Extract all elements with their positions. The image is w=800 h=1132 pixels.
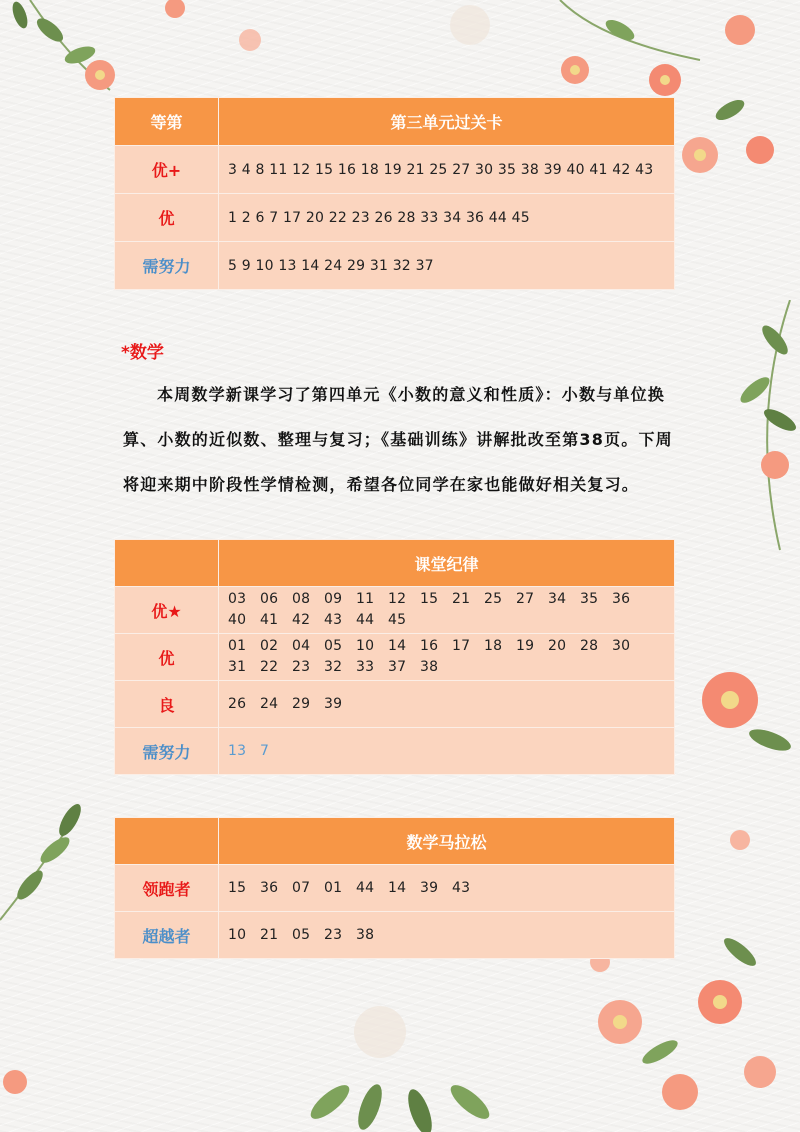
row-values xyxy=(219,587,675,634)
number-item: 16 xyxy=(420,638,439,654)
math-paragraph: 本周数学新课学习了第四单元《小数的意义和性质》：小数与单位换算、小数的近似数、整理与复习；《基础训练》讲解批改至第38页。下周将迎来期中阶段性学情检测，希望各位同学在家也能做好相关复习。 xyxy=(123,385,673,494)
number-item: 33 xyxy=(356,659,375,675)
number-item: 29 xyxy=(292,695,311,712)
number-item: 01 xyxy=(324,879,343,896)
row-values xyxy=(219,681,675,728)
table-header-row xyxy=(115,98,675,146)
row-values: 1 2 6 7 17 20 22 23 26 28 33 34 36 44 45 xyxy=(219,194,675,242)
number-item: 39 xyxy=(420,879,439,896)
number-item: 21 xyxy=(260,926,279,943)
row-label: 需努力 xyxy=(115,242,219,290)
discipline-header: 课堂纪律 xyxy=(219,540,675,587)
number-item: 13 xyxy=(228,742,247,759)
table-row xyxy=(115,681,675,728)
number-item: 38 xyxy=(420,659,439,675)
checkpoint-header: 第三单元过关卡 xyxy=(219,98,675,146)
number-item: 36 xyxy=(260,879,279,896)
number-item: 7 xyxy=(260,742,270,759)
number-item: 38 xyxy=(356,926,375,943)
number-item: 05 xyxy=(324,638,343,654)
number-item: 21 xyxy=(452,591,471,607)
number-item: 18 xyxy=(484,638,503,654)
row-values xyxy=(219,912,675,959)
number-item: 44 xyxy=(356,879,375,896)
number-item: 14 xyxy=(388,879,407,896)
number-item: 19 xyxy=(516,638,535,654)
number-item: 07 xyxy=(292,879,311,896)
number-item: 15 xyxy=(228,879,247,896)
row-label: 领跑者 xyxy=(115,865,219,912)
table-row xyxy=(115,728,675,775)
row-values: 3 4 8 11 12 15 16 18 19 21 25 27 30 35 38 39 40 41 42 43 xyxy=(219,146,675,194)
number-item: 02 xyxy=(260,638,279,654)
number-item: 42 xyxy=(292,612,311,628)
number-item: 41 xyxy=(260,612,279,628)
number-item: 24 xyxy=(260,695,279,712)
number-item: 06 xyxy=(260,591,279,607)
class-discipline-table xyxy=(114,539,675,775)
number-item: 45 xyxy=(388,612,407,628)
row-values xyxy=(219,865,675,912)
row-values: 5 9 10 13 14 24 29 31 32 37 xyxy=(219,242,675,290)
empty-header xyxy=(115,818,219,865)
table-row xyxy=(115,587,675,634)
row-label: 优★ xyxy=(115,587,219,634)
number-item: 01 xyxy=(228,638,247,654)
table-row xyxy=(115,146,675,194)
row-values xyxy=(219,634,675,681)
table-row xyxy=(115,194,675,242)
number-item: 20 xyxy=(548,638,567,654)
number-item: 14 xyxy=(388,638,407,654)
number-item: 37 xyxy=(388,659,407,675)
number-item: 26 xyxy=(228,695,247,712)
row-values xyxy=(219,728,675,775)
number-item: 44 xyxy=(356,612,375,628)
number-item: 32 xyxy=(324,659,343,675)
number-item: 03 xyxy=(228,591,247,607)
number-item: 12 xyxy=(388,591,407,607)
number-item: 25 xyxy=(484,591,503,607)
row-label: 超越者 xyxy=(115,912,219,959)
row-label: 优 xyxy=(115,634,219,681)
row-label: 需努力 xyxy=(115,728,219,775)
number-item: 36 xyxy=(612,591,631,607)
number-item: 04 xyxy=(292,638,311,654)
table-row xyxy=(115,912,675,959)
empty-header xyxy=(115,540,219,587)
number-item: 31 xyxy=(228,659,247,675)
unit3-checkpoint-table xyxy=(114,97,675,290)
table-header-row xyxy=(115,540,675,587)
number-item: 09 xyxy=(324,591,343,607)
number-item: 28 xyxy=(580,638,599,654)
number-item: 10 xyxy=(356,638,375,654)
table-row xyxy=(115,634,675,681)
number-item: 10 xyxy=(228,926,247,943)
math-marathon-table xyxy=(114,817,675,959)
number-item: 39 xyxy=(324,695,343,712)
number-item: 43 xyxy=(452,879,471,896)
number-item: 34 xyxy=(548,591,567,607)
number-item: 30 xyxy=(612,638,631,654)
table-row xyxy=(115,242,675,290)
math-section-title: *数学 xyxy=(121,343,164,363)
number-item: 27 xyxy=(516,591,535,607)
table-row xyxy=(115,865,675,912)
row-label: 优+ xyxy=(115,146,219,194)
number-item: 08 xyxy=(292,591,311,607)
number-item: 23 xyxy=(324,926,343,943)
number-item: 22 xyxy=(260,659,279,675)
number-item: 15 xyxy=(420,591,439,607)
number-item: 35 xyxy=(580,591,599,607)
table-header-row xyxy=(115,818,675,865)
number-item: 17 xyxy=(452,638,471,654)
number-item: 40 xyxy=(228,612,247,628)
row-label: 良 xyxy=(115,681,219,728)
grade-header: 等第 xyxy=(115,98,219,146)
number-item: 23 xyxy=(292,659,311,675)
number-item: 05 xyxy=(292,926,311,943)
row-label: 优 xyxy=(115,194,219,242)
number-item: 43 xyxy=(324,612,343,628)
number-item: 11 xyxy=(356,591,375,607)
marathon-header: 数学马拉松 xyxy=(219,818,675,865)
